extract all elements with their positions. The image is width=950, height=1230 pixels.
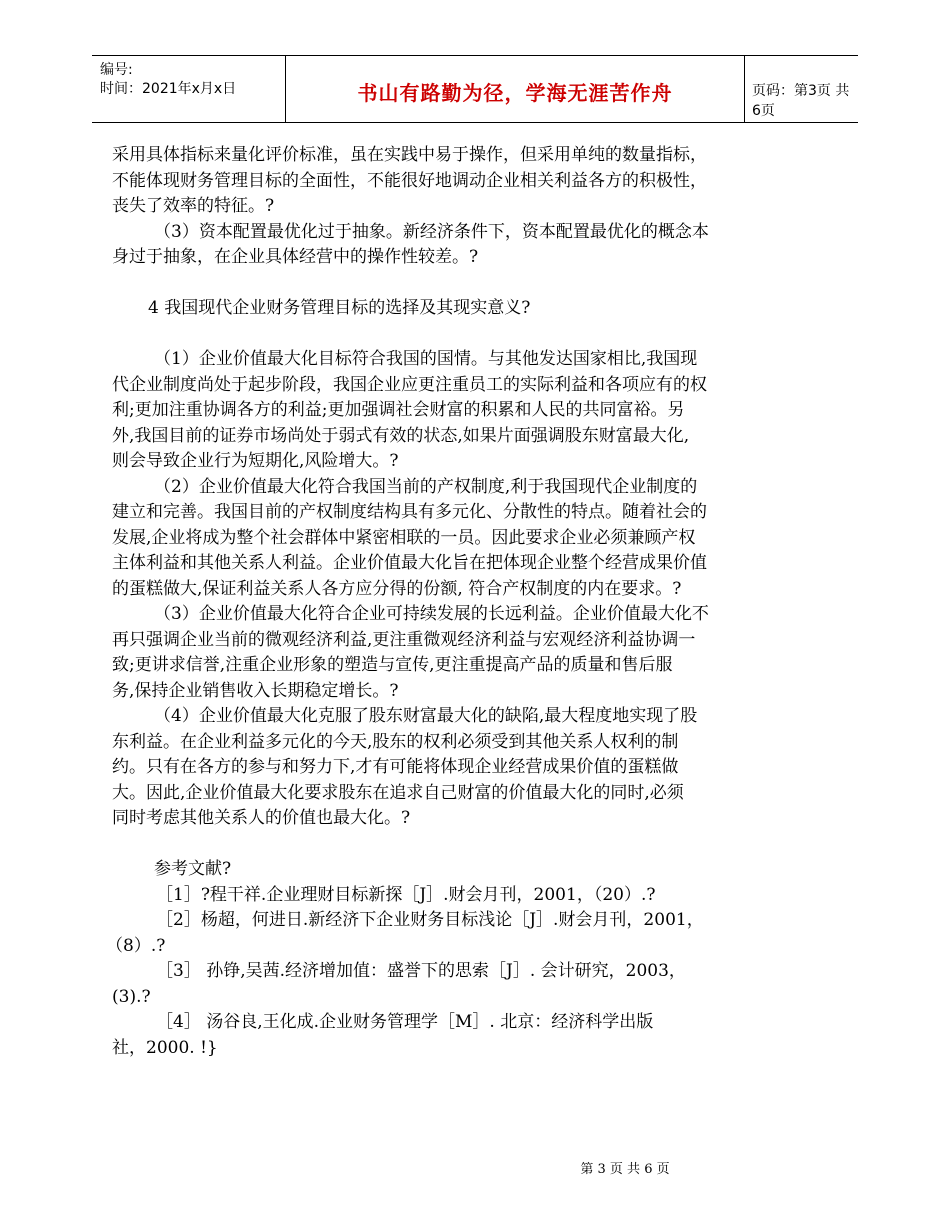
text-line: 大。因此,企业价值最大化要求股东在追求自己财富的价值最大化的同时,必须 [112,782,684,803]
text-line: 建立和完善。我国目前的产权制度结构具有多元化、分散性的特点。随着社会的 [112,502,707,522]
document-number-label: 编号: [100,62,133,78]
text-line: 丧失了效率的特征。? [112,196,275,216]
text-line: 则会导致企业行为短期化,风险增大。? [112,451,399,471]
text-line: 代企业制度尚处于起步阶段，我国企业应更注重员工的实际利益和各项应有的权 [112,374,707,395]
text-line: 同时考虑其他关系人的价值也最大化。? [112,808,411,828]
text-line: （8）.? [106,935,166,956]
header-info-cell [92,56,285,122]
text-line: 外,我国目前的证券市场尚处于弱式有效的状态,如果片面强调股东财富最大化, [112,425,690,446]
blank-line [112,271,772,297]
text-line: （3）企业价值最大化符合企业可持续发展的长远利益。企业价值最大化不 [154,604,709,624]
text-line: ［4］ 汤谷良,王化成.企业财务管理学［M］. 北京：经济科学出版 [156,1012,654,1032]
text-line: (3).? [112,986,151,1007]
text-line: 致;更讲求信誉,注重企业形象的塑造与宣传,更注重提高产品的质量和售后服 [112,655,673,675]
text-line: 4 我国现代企业财务管理目标的选择及其现实意义? [148,298,531,318]
text-line: 约。只有在各方的参与和努力下,才有可能将体现企业经营成果价值的蛋糕做 [112,757,679,777]
page-footer [0,1158,950,1177]
text-line: （1）企业价值最大化目标符合我国的国情。与其他发达国家相比,我国现 [154,349,698,369]
document-time-label: 时间：2021年x月x日 [100,81,237,97]
text-line: （3）资本配置最优化过于抽象。新经济条件下，资本配置最优化的概念本 [154,221,709,242]
document-header [92,55,858,123]
text-line: 务,保持企业销售收入长期稳定增长。? [112,680,399,701]
text-line: ［2］杨超，何进日.新经济下企业财务目标浅论［J］.财会月刊，2001， [156,910,704,930]
header-motto: 书山有路勤为径，学海无涯苦作舟 [357,81,673,105]
document-body [106,143,772,1061]
text-line: ［3］ 孙铮,吴茜.经济增加值：盛誉下的思索［J］. 会计研究，2003， [156,961,686,981]
header-page-number: 页码：第3页 共6页 [752,83,850,119]
text-line: 主体利益和其他关系人利益。企业价值最大化旨在把体现企业整个经营成果价值 [112,553,707,573]
footer-page-number: 第 3 页 共 6 页 [580,1162,670,1177]
text-line: 参考文献? [154,859,232,879]
text-line: 利;更加注重协调各方的利益;更加强调社会财富的积累和人民的共同富裕。另 [112,400,685,420]
text-line: ［1］?程干祥.企业理财目标新探［J］.财会月刊，2001，（20）.? [156,884,656,905]
text-line: 东利益。在企业利益多元化的今天,股东的权利必须受到其他关系人权利的制 [112,731,679,752]
text-line: 身过于抽象，在企业具体经营中的操作性较差。? [112,247,479,267]
text-line: 采用具体指标来量化评价标准，虽在实践中易于操作，但采用单纯的数量指标， [112,145,707,165]
text-line: 发展,企业将成为整个社会群体中紧密相联的一员。因此要求企业必须兼顾产权 [112,527,696,548]
header-page-cell [744,56,858,122]
text-line: 再只强调企业当前的微观经济利益,更注重微观经济利益与宏观经济利益协调一 [112,629,696,650]
text-line: 社，2000. !} [112,1037,218,1058]
header-motto-cell [285,56,745,122]
text-line: 不能体现财务管理目标的全面性，不能很好地调动企业相关利益各方的积极性， [112,170,707,191]
text-line: （4）企业价值最大化克服了股东财富最大化的缺陷,最大程度地实现了股 [154,706,698,726]
text-line: 的蛋糕做大,保证利益关系人各方应分得的份额, 符合产权制度的内在要求。? [112,578,682,599]
blank-line [112,322,772,348]
blank-line [112,832,772,858]
text-line: （2）企业价值最大化符合我国当前的产权制度,利于我国现代企业制度的 [154,476,698,497]
